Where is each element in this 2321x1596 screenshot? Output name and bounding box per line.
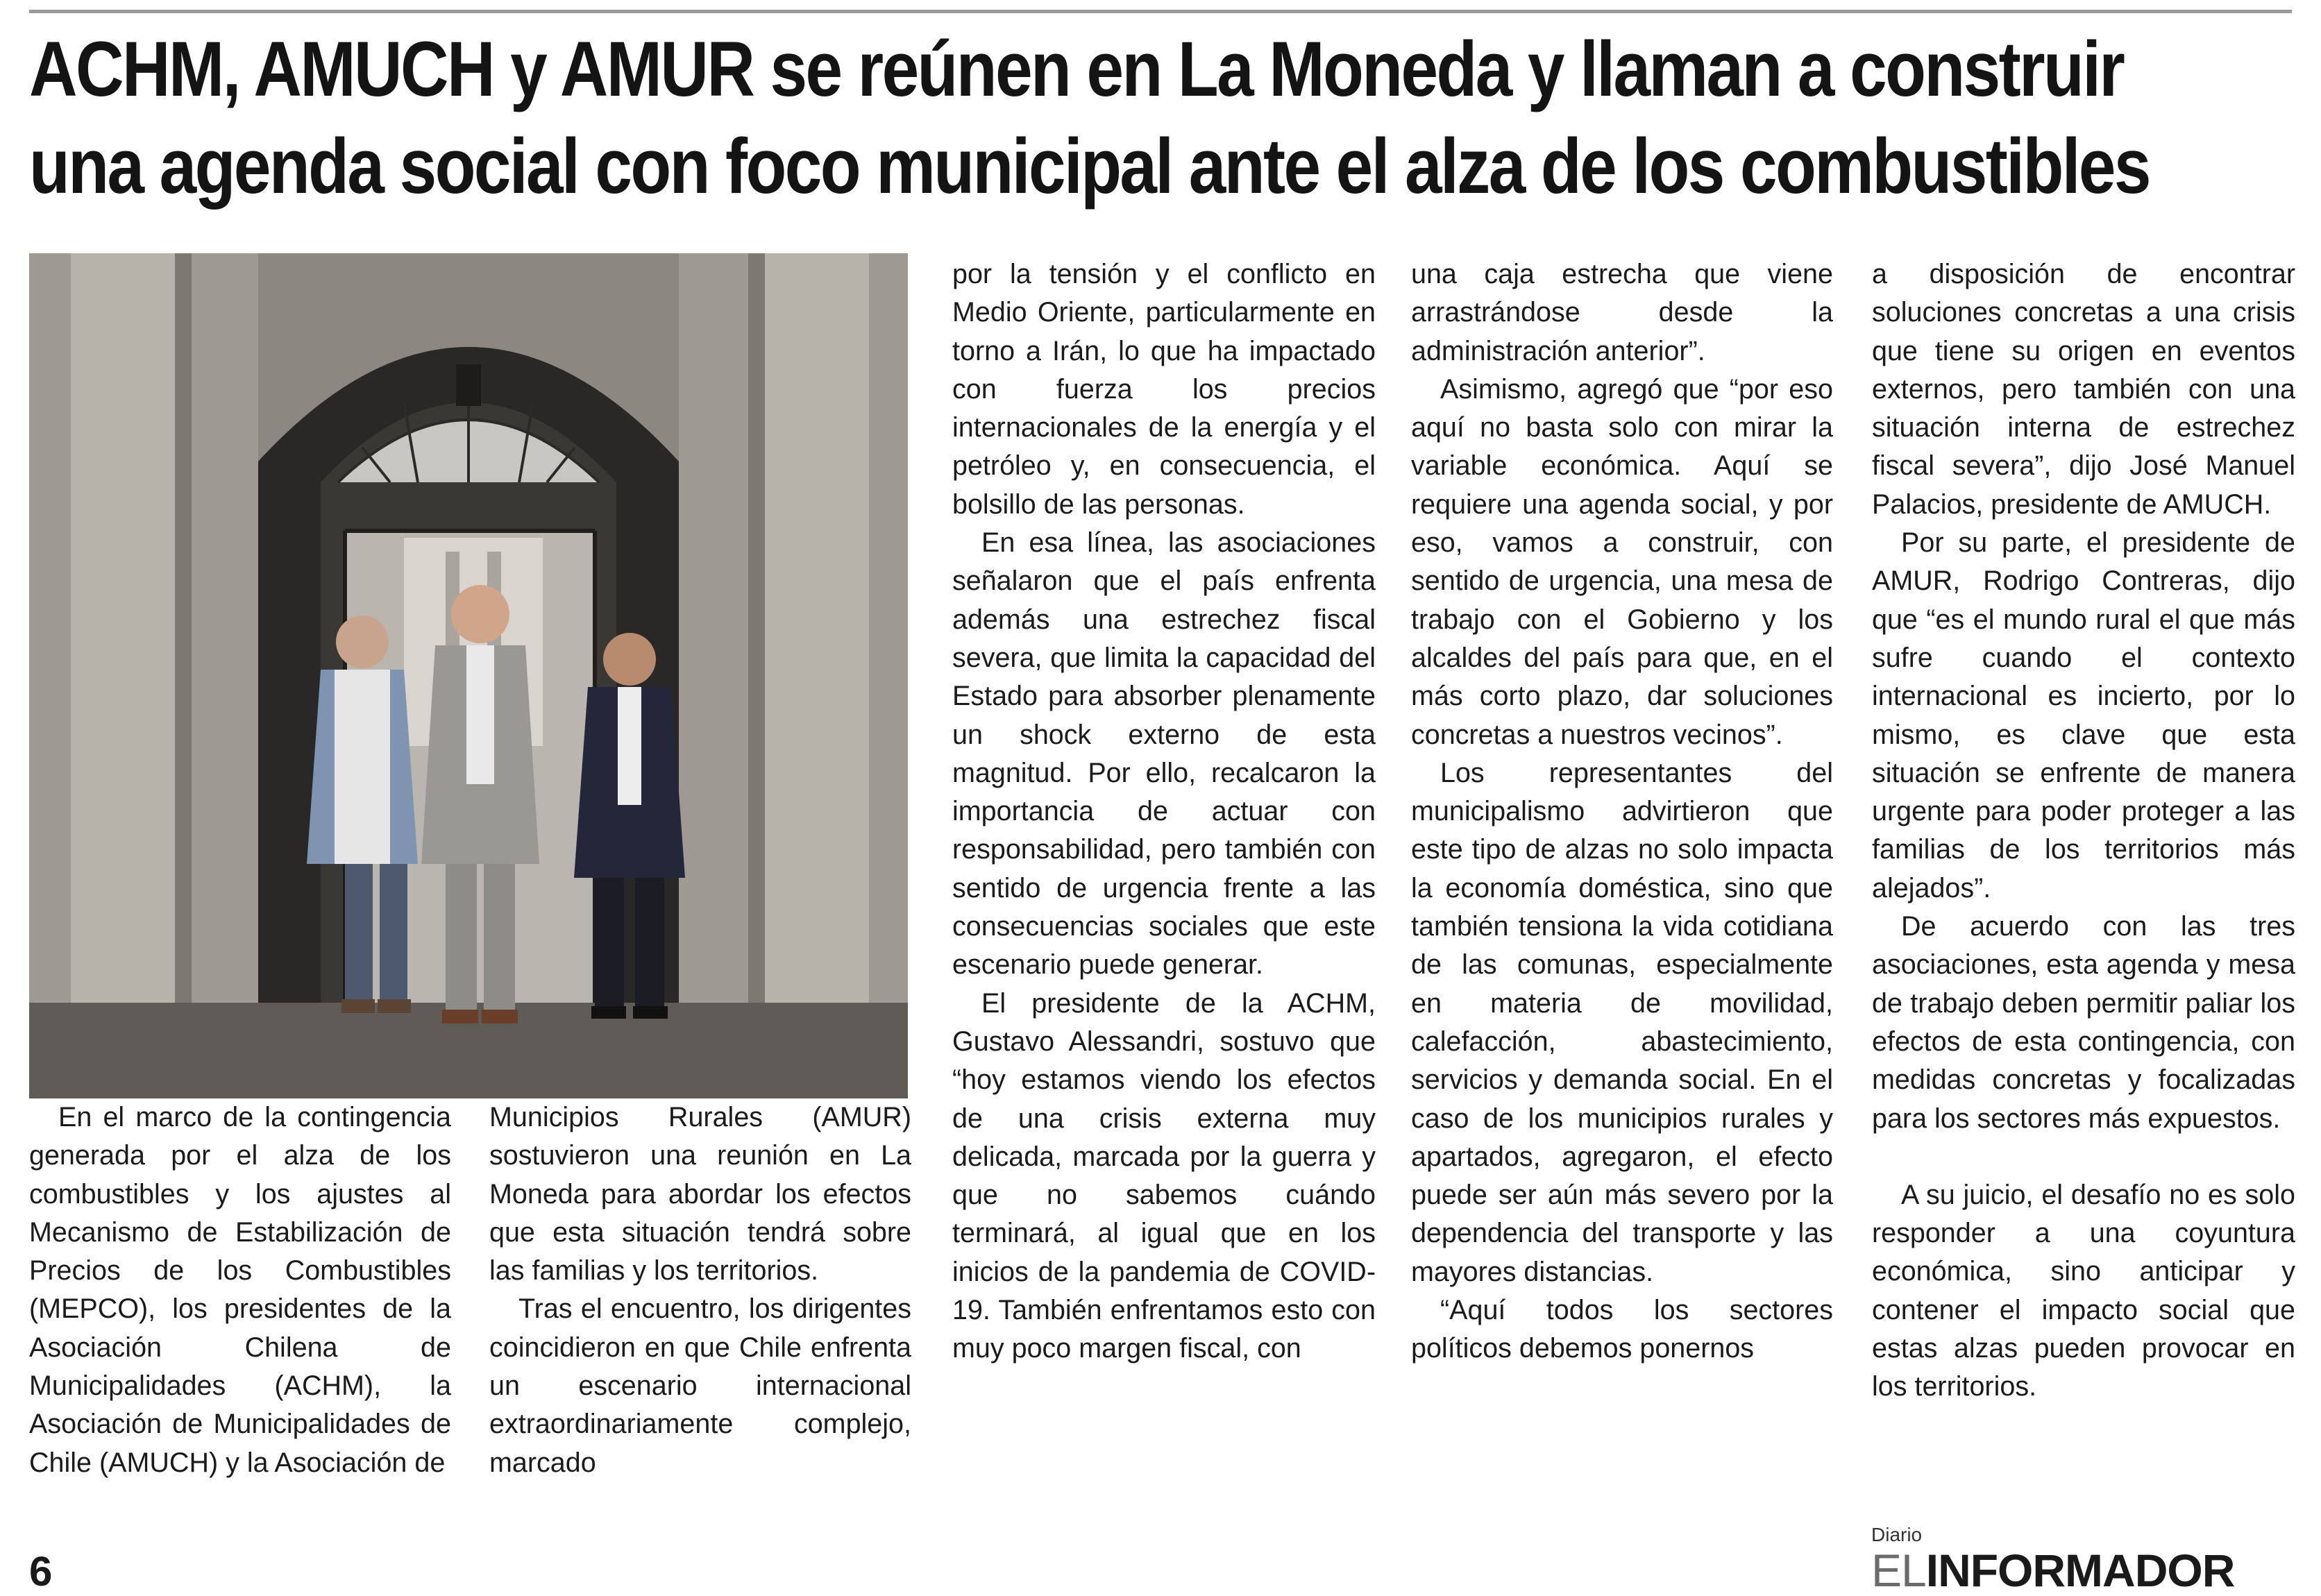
- headline-line-1: ACHM, AMUCH y AMUR se reúnen en La Moneda y llaman a construir: [29, 26, 2124, 112]
- paragraph: En el marco de la contingencia generada por el alza de los combustibles y los ajustes al Mecanismo de Estabilización de Precios de los Combustibles (MEPCO), los presidentes de la Asociación Chilena de Municipalidades (ACHM), la Asociación de Municipalidades de Chile (AMUCH) y la Asociación de: [29, 1102, 451, 1478]
- paragraph: En esa línea, las asociaciones señalaron que el país enfrenta además una estrechez fiscal severa, que limita la capacidad del Estado para absorber plenamente un shock externo de esta magnitud. Por ello, recalcaron la importancia de actuar con responsabilidad, pero también con sentido de urgencia frente a las consecuencias sociales que este escenario puede generar.: [952, 527, 1376, 980]
- paragraph: A su juicio, el desafío no es solo responder a una coyuntura económica, sino anticipar y contener el impacto social que estas alzas pueden provocar en los territorios.: [1872, 1179, 2295, 1402]
- article-column-3: [952, 255, 1376, 1368]
- article-column-1: [29, 1098, 451, 1482]
- article-column-2: [489, 1098, 911, 1482]
- headline-line-2: una agenda social con foco municipal ante el alza de los combustibles: [29, 123, 2150, 210]
- logo-diario: Diario: [1871, 1524, 1923, 1545]
- paragraph: por la tensión y el conflicto en Medio Oriente, particularmente en torno a Irán, lo que ha impactado con fuerza los precios internacionales de la energía y el petróleo y, en consecuencia, el bolsillo de las personas.: [952, 259, 1376, 520]
- paragraph: De acuerdo con las tres asociaciones, esta agenda y mesa de trabajo deben permitir paliar los efectos de esta contingencia, con medidas concretas y focalizadas para los sectores más expuestos.: [1872, 911, 2295, 1134]
- paragraph: “Aquí todos los sectores políticos debemos ponernos: [1411, 1295, 1833, 1364]
- article-photo: [29, 253, 908, 1098]
- headline: [29, 21, 2150, 215]
- paragraph: Tras el encuentro, los dirigentes coincidieron en que Chile enfrenta un escenario internacional extraordinariamente complejo, marcado: [489, 1293, 911, 1478]
- article-column-5: [1872, 255, 2295, 1407]
- article-column-4: [1411, 255, 1833, 1368]
- paragraph: Municipios Rurales (AMUR) sostuvieron una reunión en La Moneda para abordar los efectos que esta situación tendrá sobre las familias y los territorios.: [489, 1102, 911, 1287]
- top-rule: [29, 10, 2292, 13]
- page-number: 6: [29, 1548, 53, 1595]
- paragraph: una caja estrecha que viene arrastrándose desde la administración anterior”.: [1411, 259, 1833, 366]
- logo-informador: INFORMADOR: [1925, 1545, 2235, 1596]
- paragraph: Por su parte, el presidente de AMUR, Rodrigo Contreras, dijo que “es el mundo rural el que más sufre cuando el contexto internacional es incierto, por lo mismo, es clave que esta situación se enfrente de manera urgente para poder proteger a las familias de los territorios más alejados”.: [1872, 527, 2295, 903]
- logo-el: EL: [1871, 1545, 1926, 1596]
- paragraph: a disposición de encontrar soluciones concretas a una crisis que tiene su origen en eventos externos, pero también con una situación interna de estrechez fiscal severa”, dijo José Manuel Palacios, presidente de AMUCH.: [1872, 259, 2295, 520]
- paragraph: Los representantes del municipalismo advirtieron que este tipo de alzas no solo impacta la economía doméstica, sino que también tensiona la vida cotidiana de las comunas, especialmente en materia de movilidad, calefacción, abastecimiento, servicios y demanda social. En el caso de los municipios rurales y apartados, agregaron, el efecto puede ser aún más severo por la dependencia del transporte y las mayores distancias.: [1411, 757, 1833, 1287]
- logo-wordmark: [1871, 1545, 2235, 1596]
- newspaper-logo: [1871, 1524, 2292, 1596]
- paragraph: Asimismo, agregó que “por eso aquí no basta solo con mirar la variable económica. Aquí se requiere una agenda social, y por eso, vamos a construir, con sentido de urgencia, una mesa de trabajo con el Gobierno y los alcaldes del país para que, en el más corto plazo, dar soluciones concretas a nuestros vecinos”.: [1411, 373, 1833, 750]
- paragraph: El presidente de la ACHM, Gustavo Alessandri, sostuvo que “hoy estamos viendo los efectos de una crisis externa muy delicada, marcada por la guerra y que no sabemos cuándo terminará, al igual que en los inicios de la pandemia de COVID-19. También enfrentamos esto con muy poco margen fiscal, con: [952, 987, 1376, 1364]
